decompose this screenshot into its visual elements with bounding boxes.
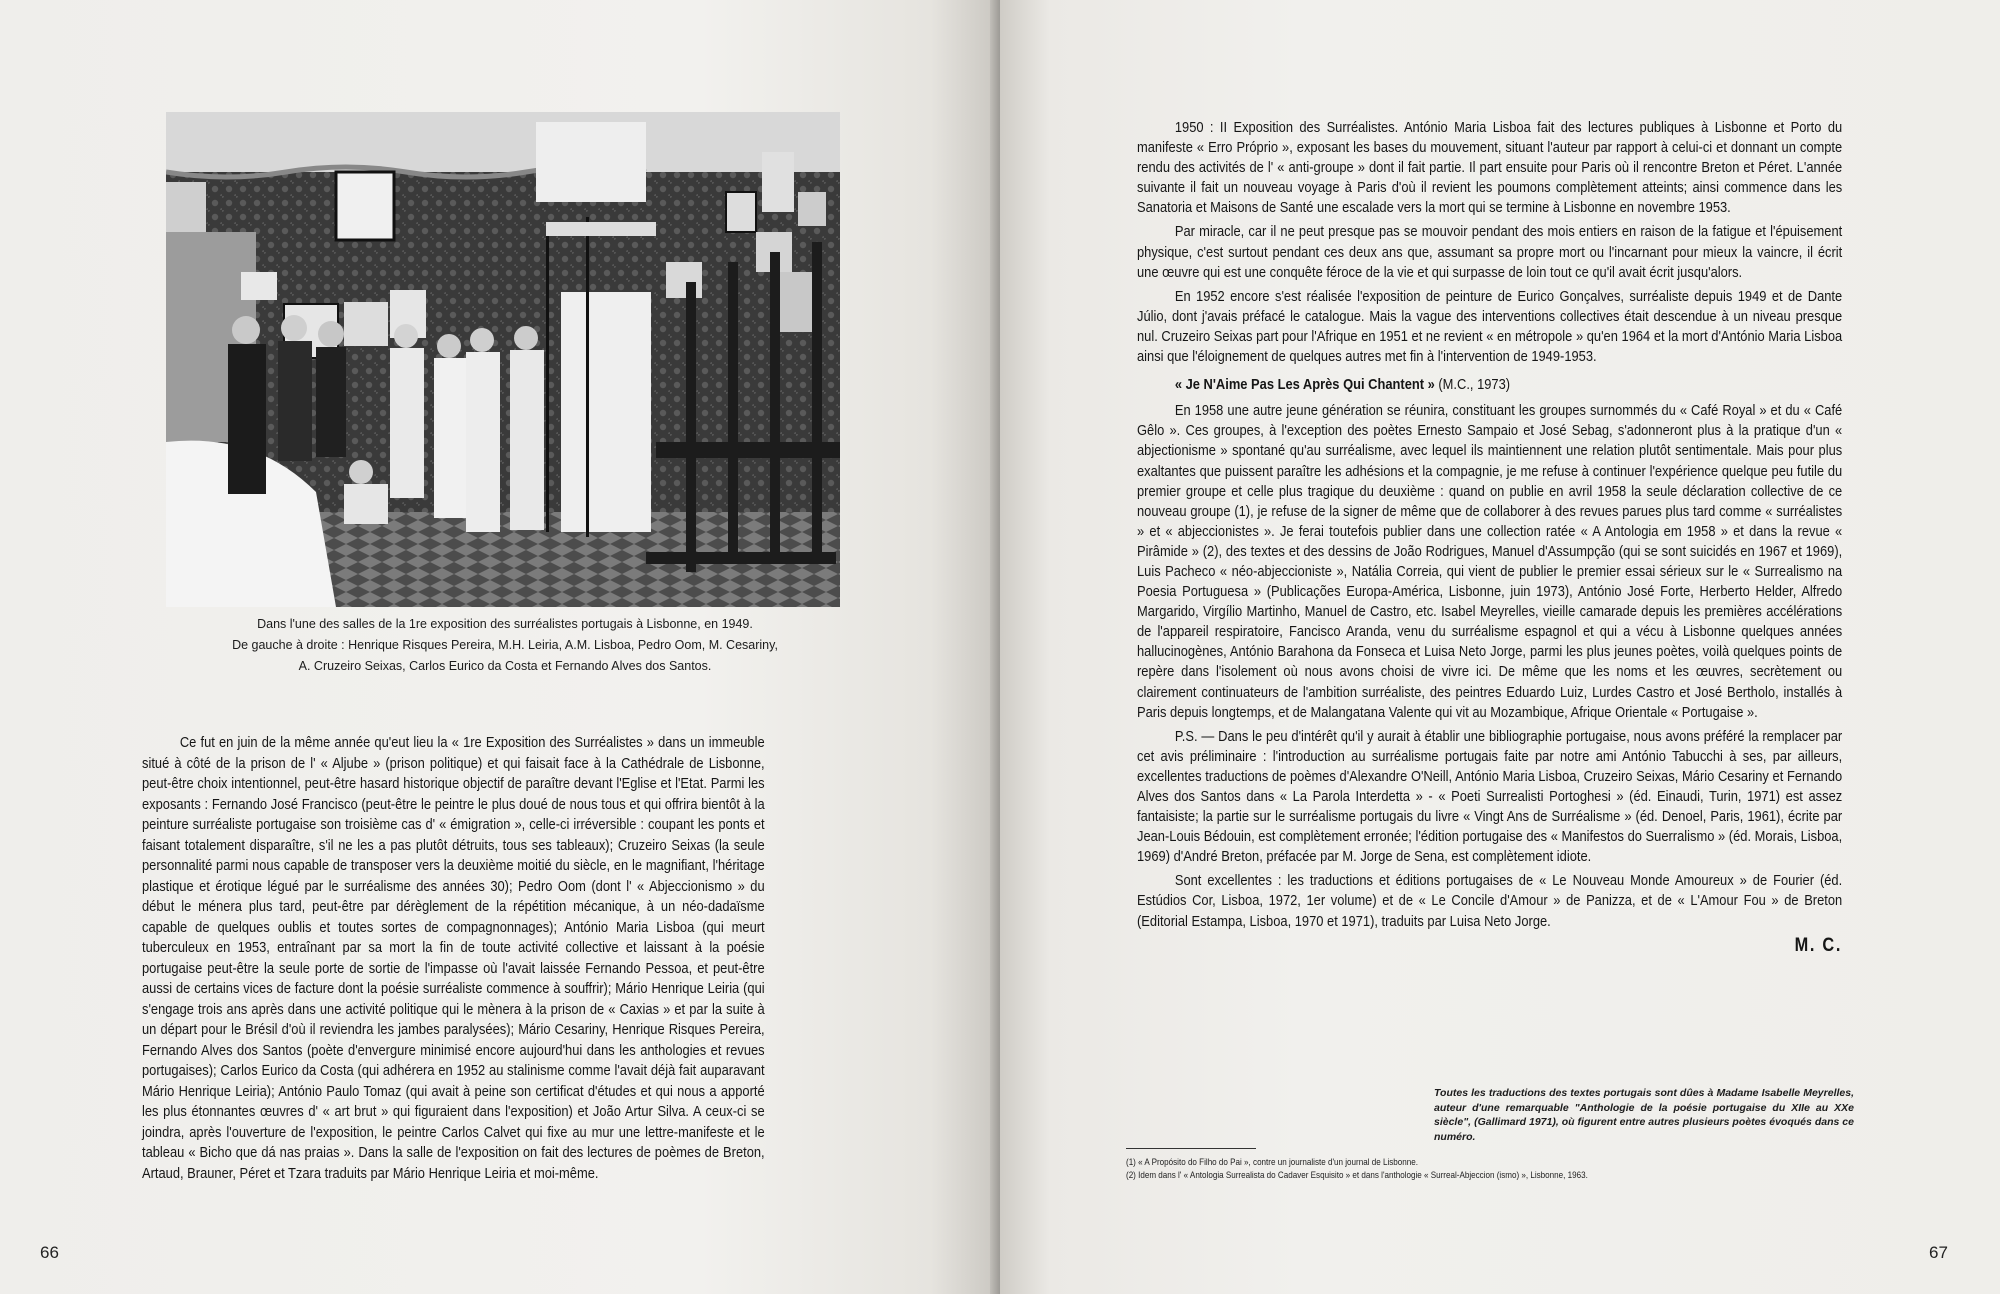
body-paragraph: Par miracle, car il ne peut presque pas se mouvoir pendant des mois entiers en raison de la fatigue et l'épuisement physique, c'est surtout pendant ces deux ans que, assumant sa propre mort ou l'incarnant pour mieux la vaincre, il écrit une œuvre qui est une conquête féroce de la vie et qui surpasse de loin tout ce qu'il avait écrit jusqu'alors.: [1137, 223, 1843, 281]
body-paragraph: En 1958 une autre jeune génération se réunira, constituant les groupes surnommés du « Café Royal » et du « Café Gêlo ». Ces groupes, à l'exception des poètes Ernesto Sampaio et José Sebag, s'adonneront plus à la pratique d'un « abjectionisme » spontané qu'au surréalisme, avec lequel ils maintiennent une relation plutôt sentimentale. Mais pour plus exaltantes que puissent paraître les adhésions et la compagnie, je me refuse à continuer l'expérience quelque peu futile du premier groupe et celle plus tragique du deuxième : quand on publie en avril 1958 la seule déclaration collective de ce nouveau groupe (1), je refuse de la signer de même que de collaborer à des revues parues plus tard comme « surréalistes » et « abjeccionistes ». Je ferai toutefois publier dans une collection ratée « A Antologia em 1958 » et dans la revue « Pirâmide » (2), des textes et des dessins de João Rodrigues, Manuel d'Assumpção (qui se sont suicidés en 1967 et 1969), Luis Pacheco « néo-abjeccioniste », Natália Correia, qui vient de publier le premier essai sérieux sur le « Surrealismo na Poesia Portuguesa » (Publicações Europa-América, Lisbonne, juin 1973), António José Forte, Herberto Helder, Alfredo Margarido, Virgílio Martinho, Manuel de Castro, etc. Isabel Meyrelles, vieille camarade depuis les premières accélérations de l'appareil respiratoire, Fancisco Aranda, venu du surréalisme espagnol et qui a vécu à Lisbonne quelques années hallucinogènes, António Barahona da Fonseca et Luisa Neto Jorge, parmi les plus jeunes poètes, voilà quelques points de repère dans l'isolement où nous avons choisi de vivre ici. De même que les noms et les œuvres, secrètement ou clairement continuateurs de l'ambition surréaliste, des peintres Eduardo Luiz, Lurdes Castro et José Bertholo, installés à Paris depuis longtemps, et de Malangatana Valente qui vit au Mozambique, Afrique Orientale « Portugaise ».: [1137, 402, 1843, 721]
body-paragraph: 1950 : II Exposition des Surréalistes. António Maria Lisboa fait des lectures publiques à Lisbonne et Porto du manifeste « Erro Próprio », exposant les bases du mouvement, situant l'auteur par rapport à celui-ci et donnant un compte rendu des activités de l' « anti-groupe » dont il fait partie. Il part ensuite pour Paris où il rencontre Breton et Péret. L'année suivante il fait un nouveau voyage à Paris d'où il revient les poumons complètement atteints; ainsi commence dans les Sanatoria et Maisons de Santé une escalade vers la mort qui se termine à Lisbonne en novembre 1953.: [1137, 119, 1843, 217]
footnote: (2) Idem dans l' « Antologia Surrealista do Cadaver Esquisito » et dans l'anthologie « Surreal-Abjeccion (ismo) », Lisbonne, 1963.: [1126, 1170, 1588, 1181]
page-number-right: 67: [1929, 1243, 1948, 1262]
translation-credit: Toutes les traductions des textes portugais sont dûes à Madame Isabelle Meyrelles, auteur d'une remarquable "Anthologie de la poésie portugaise du XIIe au XXe siècle", (Gallimard 1971), où figurent entre autres plusieurs poètes évoqués dans ce numéro.: [1434, 1087, 1854, 1143]
footnote: (1) « A Propósito do Filho do Pai », contre un journaliste d'un journal de Lisbonne.: [1126, 1157, 1418, 1168]
section-title-note: (M.C., 1973): [1438, 376, 1511, 394]
section-title: [1137, 375, 1842, 395]
right-page: [1000, 0, 2000, 1294]
footnote-rule: [1126, 1148, 1256, 1149]
left-body-text: [142, 733, 765, 1184]
body-paragraph: P.S. — Dans le peu d'intérêt qu'il y aurait à établir une bibliographie portugaise, nous avons préféré la remplacer par cet avis préliminaire : l'introduction au surréalisme portugais faite par notre ami António Tabucchi à ses, par ailleurs, excellentes traductions de poèmes d'Alexandre O'Neill, António Maria Lisboa, Cruzeiro Seixas, Mário Cesariny et Fernando Alves dos Santos dans « La Parola Interdetta » - « Poeti Surrealisti Portoghesi » (éd. Einaudi, Turin, 1971) est assez fantaisiste; la partie sur le surréalisme portugais du livre « Vingt Ans de Surréalisme » (éd. Denoel, Paris, 1961), écrite par Jean-Louis Bédouin, est complètement erronée; l'édition portugaise des « Manifestos do Suerralismo » (éd. Morais, Lisboa, 1969) d'André Breton, préfacée par M. Jorge de Sena, est complètement idiote.: [1137, 727, 1843, 866]
footnotes: [1126, 1156, 1840, 1182]
page-number-left: 66: [40, 1243, 59, 1262]
caption-line: A. Cruzeiro Seixas, Carlos Eurico da Costa et Fernando Alves dos Santos.: [298, 659, 712, 673]
caption-line: Dans l'une des salles de la 1re exposition des surréalistes portugais à Lisbonne, en 1949.: [257, 617, 753, 631]
section-title-text: « Je N'Aime Pas Les Après Qui Chantent »: [1174, 376, 1435, 394]
body-paragraph: En 1952 encore s'est réalisée l'exposition de peinture de Eurico Gonçalves, surréaliste depuis 1949 et de Dante Júlio, dont j'avais préfacé le catalogue. Mais la vague des interventions collectives était descendue à un niveau presque nul. Cruzeiro Seixas part pour l'Afrique en 1951 et ne revient « en métropole » qu'en 1964 et la mort d'António Maria Lisboa ainsi que l'éloignement de quelques autres met fin à l'intervention de 1949-1953.: [1137, 287, 1843, 366]
right-body-text: [1137, 118, 1842, 956]
photo-caption: [150, 614, 860, 677]
exhibition-photograph: [166, 112, 840, 607]
body-paragraph: Sont excellentes : les traductions et éditions portugaises de « Le Nouveau Monde Amoureux » de Fourier (éd. Estúdios Cor, Lisboa, 1972, 1er volume) et de « Le Concile d'Amour » de Panizza, et de « L'Amour Fou » de Breton (Editorial Estampa, Lisboa, 1970 et 1971), traduits par Luisa Neto Jorge.: [1137, 872, 1843, 930]
body-paragraph: Ce fut en juin de la même année qu'eut lieu la « 1re Exposition des Surréalistes » dans un immeuble situé à côté de la prison de l' « Aljube » (prison politique) et qui faisait face à la Cathédrale de Lisbonne, peut-être choix intentionnel, peut-être hasard historique objectif de paraître devant l'Eglise et l'Etat. Parmi les exposants : Fernando José Francisco (peut-être le peintre le plus doué de nous tous et qui offrira bientôt à la peinture surréaliste portugaise son troisième cas d' « émigration », celle-ci irréversible : coupant les ponts et faisant totalement disparaître, s'il ne les a pas plutôt détruits, tous ses tableaux); Cruzeiro Seixas (la seule personnalité parmi nous capable de transposer vers la deuxième moitié du siècle, en le magnifiant, l'héritage plastique et érotique légué par le surréalisme des années 30); Pedro Oom (dont l' « Abjeccionismo » du début le ménera plus tard, peut-être par dérèglement de la répétition mécanique, à un néo-dadaïsme capable de quelques oublis et toutes sortes de compagnonnages); António Maria Lisboa (qui meurt tuberculeux en 1953, entraînant par sa mort la fin de toute activité collective et laissant à la poésie portugaise peut-être la seule porte de sortie de l'impasse où l'avait laissée Fernando Pessoa, et peut-être aussi de certains vices de facture dont la poésie surréaliste commence à souffrir); Mário Henrique Leiria (qui s'engage trois ans après dans une activité politique qui le mènera à la prison de « Caxias » et par la suite à un départ pour le Brésil d'où il reviendra les jambes paralysées); Mário Cesariny, Henrique Risques Pereira, Fernando Alves dos Santos (poète d'envergure minimisé encore aujourd'hui dans les anthologies et revues portugaises); Carlos Eurico da Costa (qui adhérera en 1952 au stalinisme comme l'avait déjà fait auparavant Mário Henrique Leiria); António Paulo Tomaz (qui avait à peine son certificat d'études et qui nous a apporté les plus étonnantes œuvres d' « art brut » qui figuraient dans l'exposition) et João Artur Silva. A ceux-ci se joindra, après l'ouverture de l'exposition, le peintre Carlos Calvet qui fixe au mur une lettre-manifeste et le tableau « Bicho que dá nas praias ». Dans la salle de l'exposition on fait des lectures de poèmes de Breton, Artaud, Brauner, Péret et Tzara traduits par Mário Henrique Leiria et moi-même.: [142, 734, 765, 1182]
author-signature: M. C.: [1794, 934, 1843, 956]
caption-line: De gauche à droite : Henrique Risques Pereira, M.H. Leiria, A.M. Lisboa, Pedro Oom, M. Cesariny,: [232, 638, 778, 652]
